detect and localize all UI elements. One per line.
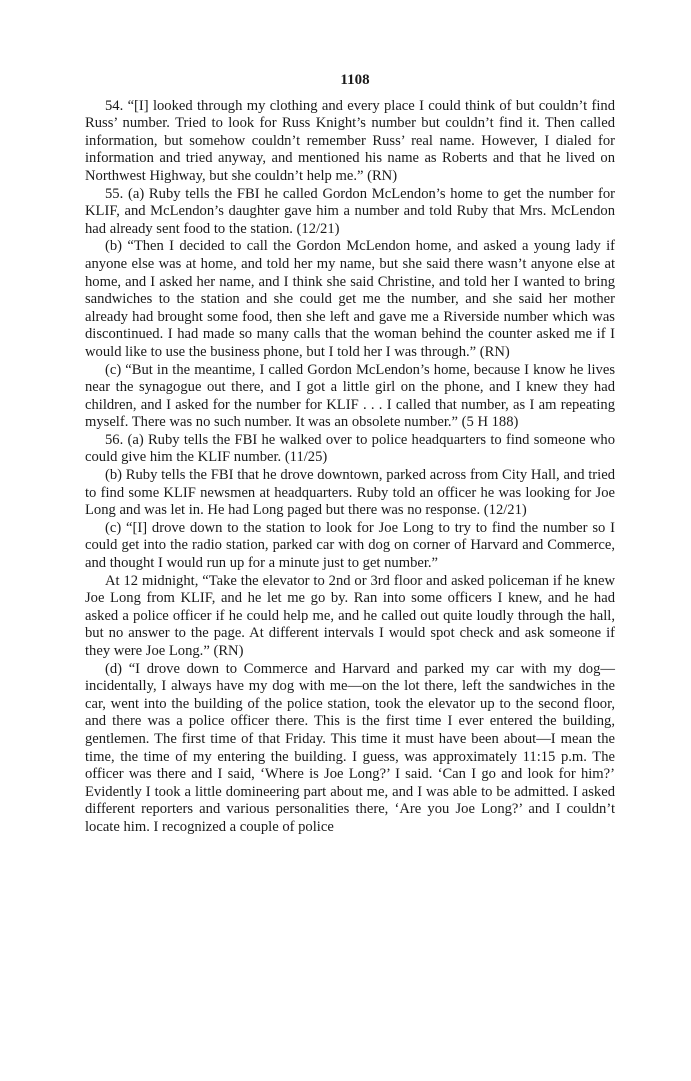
paragraph-56b: (b) Ruby tells the FBI that he drove downtown, parked across from City Hall, and tried to find some KLIF newsmen at headquarters. Ruby told an officer he was looking for Joe Long and was let in. He had Long paged but there was no response. (12/21) — [85, 467, 615, 519]
paragraph-56a: 56. (a) Ruby tells the FBI he walked over to police headquarters to find someone who could give him the KLIF number. (11/25) — [85, 431, 615, 466]
paragraph-55b: (b) “Then I decided to call the Gordon McLendon home, and asked a young lady if anyone else was at home, and told her my name, but she said there wasn’t anyone else at home, and I asked her name, and I think she said Christine, and told her I wanted to bring sandwiches to the station and she could get me the number, and she said her mother already had brought some food, then she left and gave me a Riverside number which was discontinued. I had made so many calls that the woman behind the counter asked me if I would like to use the business phone, but I told her I was through.” (RN) — [85, 238, 615, 360]
paragraph-54: 54. “[I] looked through my clothing and every place I could think of but couldn’t find Russ’ number. Tried to look for Russ Knight’s number but couldn’t find it. Then called information, but somehow couldn’t remember Russ’ real name. However, I dialed for information and tried anyway, and mentioned his name as Roberts and that he lived on Northwest Highway, but she couldn’t help me.” (RN) — [85, 97, 615, 184]
paragraph-56c: (c) “[I] drove down to the station to look for Joe Long to try to find the number so I could get into the radio station, parked car with dog on corner of Harvard and Commerce, and thought I would run up for a minute just to get number.” — [85, 519, 615, 572]
paragraph-55c: (c) “But in the meantime, I called Gordon McLendon’s home, because I know he lives near the synagogue out there, and I got a little girl on the phone, and I knew they had children, and I asked for the number for KLIF . . . I called that number, as I am repeating myself. There was no such number. It was an obsolete number.” (5 H 188) — [85, 361, 615, 431]
paragraph-56d: (d) “I drove down to Commerce and Harvard and parked my car with my dog—incidentally, I always have my dog with me—on the lot there, left the sandwiches in the car, went into the building of the police station, took the elevator up to the second floor, and there was a police officer there. This is the first time I ever entered the building, gentlemen. The first time of that Friday. This time it must have been about—I mean the time, the time of my entering the building. I guess, was approximately 11:15 p.m. The officer was there and I said, ‘Where is Joe Long?’ I said. ‘Can I go and look for him?’ Evidently I took a little domineering part about me, and I was able to be admitted. I asked different reporters and various personalities there, ‘Are you Joe Long?’ and I couldn’t locate him. I recognized a couple of police — [85, 660, 615, 835]
paragraph-midnight: At 12 midnight, “Take the elevator to 2nd or 3rd floor and asked policeman if he knew Joe Long from KLIF, and he let me go by. Ran into some officers I knew, and he had asked a police officer if he could help me, and he called out quite loudly through the hall, but no answer to the page. At different intervals I would spot check and ask someone if they were Joe Long.” (RN) — [85, 572, 615, 659]
paragraph-55a: 55. (a) Ruby tells the FBI he called Gordon McLendon’s home to get the number for KLIF, and McLendon’s daughter gave him a number and told Ruby that Mrs. McLendon had already sent food to the station. (12/21) — [85, 185, 615, 237]
page-number: 1108 — [340, 72, 370, 88]
